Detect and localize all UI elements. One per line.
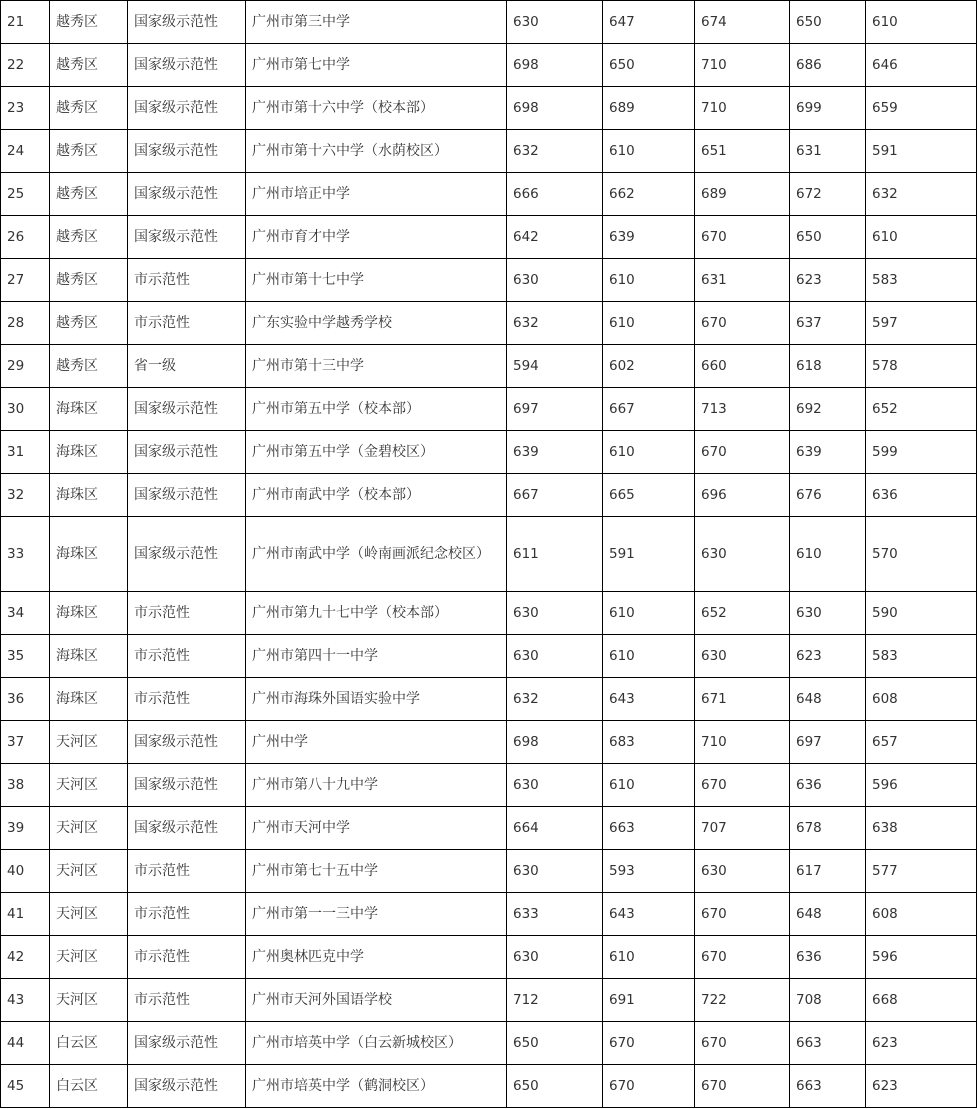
table-row <box>1 678 977 721</box>
score-col-4: 630 <box>790 592 866 635</box>
table-body <box>1 1 977 1108</box>
school-level-cell: 国家级示范性 <box>128 1065 246 1108</box>
score-col-2: 683 <box>603 721 695 764</box>
score-col-4: 663 <box>790 1065 866 1108</box>
score-col-4: 636 <box>790 764 866 807</box>
district-cell: 天河区 <box>50 936 128 979</box>
table-row <box>1 130 977 173</box>
score-col-3: 670 <box>695 1022 790 1065</box>
score-col-3: 671 <box>695 678 790 721</box>
row-number: 32 <box>1 474 50 517</box>
score-col-3: 670 <box>695 431 790 474</box>
score-col-2: 689 <box>603 87 695 130</box>
score-col-5: 596 <box>866 764 977 807</box>
school-name-cell: 广州市第四十一中学 <box>246 635 507 678</box>
score-col-5: 610 <box>866 1 977 44</box>
score-col-3: 670 <box>695 216 790 259</box>
score-col-1: 630 <box>507 764 603 807</box>
score-col-1: 630 <box>507 635 603 678</box>
score-col-2: 602 <box>603 345 695 388</box>
score-col-5: 570 <box>866 517 977 592</box>
score-col-1: 594 <box>507 345 603 388</box>
score-col-4: 663 <box>790 1022 866 1065</box>
score-col-2: 639 <box>603 216 695 259</box>
score-col-4: 676 <box>790 474 866 517</box>
school-name-cell: 广州市第十六中学（水荫校区） <box>246 130 507 173</box>
score-col-4: 618 <box>790 345 866 388</box>
score-col-1: 698 <box>507 87 603 130</box>
row-number: 34 <box>1 592 50 635</box>
school-name-cell: 广州市培英中学（鹤洞校区） <box>246 1065 507 1108</box>
district-cell: 海珠区 <box>50 678 128 721</box>
score-col-2: 643 <box>603 678 695 721</box>
school-level-cell: 国家级示范性 <box>128 130 246 173</box>
table-row <box>1 517 977 592</box>
score-col-5: 623 <box>866 1022 977 1065</box>
school-level-cell: 市示范性 <box>128 893 246 936</box>
school-name-cell: 广东实验中学越秀学校 <box>246 302 507 345</box>
score-col-2: 643 <box>603 893 695 936</box>
score-col-1: 650 <box>507 1065 603 1108</box>
school-level-cell: 国家级示范性 <box>128 1022 246 1065</box>
score-col-5: 596 <box>866 936 977 979</box>
score-col-4: 623 <box>790 259 866 302</box>
table-row <box>1 302 977 345</box>
score-col-4: 631 <box>790 130 866 173</box>
score-col-2: 610 <box>603 302 695 345</box>
row-number: 23 <box>1 87 50 130</box>
table-row <box>1 635 977 678</box>
score-col-3: 631 <box>695 259 790 302</box>
score-col-1: 642 <box>507 216 603 259</box>
score-col-4: 697 <box>790 721 866 764</box>
score-col-4: 636 <box>790 936 866 979</box>
score-col-4: 639 <box>790 431 866 474</box>
score-col-5: 610 <box>866 216 977 259</box>
score-col-2: 667 <box>603 388 695 431</box>
score-col-1: 630 <box>507 1 603 44</box>
row-number: 22 <box>1 44 50 87</box>
row-number: 44 <box>1 1022 50 1065</box>
school-name-cell: 广州市南武中学（岭南画派纪念校区） <box>246 517 507 592</box>
district-cell: 天河区 <box>50 721 128 764</box>
score-col-2: 610 <box>603 764 695 807</box>
table-row <box>1 173 977 216</box>
school-name-cell: 广州市第五中学（校本部） <box>246 388 507 431</box>
score-col-1: 632 <box>507 678 603 721</box>
score-col-1: 712 <box>507 979 603 1022</box>
school-level-cell: 国家级示范性 <box>128 388 246 431</box>
table-row <box>1 893 977 936</box>
score-col-3: 630 <box>695 850 790 893</box>
row-number: 41 <box>1 893 50 936</box>
district-cell: 越秀区 <box>50 345 128 388</box>
school-level-cell: 国家级示范性 <box>128 474 246 517</box>
score-col-5: 590 <box>866 592 977 635</box>
district-cell: 天河区 <box>50 807 128 850</box>
table-row <box>1 764 977 807</box>
score-col-3: 674 <box>695 1 790 44</box>
score-col-3: 696 <box>695 474 790 517</box>
score-col-2: 593 <box>603 850 695 893</box>
score-col-1: 630 <box>507 592 603 635</box>
row-number: 21 <box>1 1 50 44</box>
score-col-2: 670 <box>603 1065 695 1108</box>
school-name-cell: 广州市第七中学 <box>246 44 507 87</box>
score-col-5: 591 <box>866 130 977 173</box>
row-number: 38 <box>1 764 50 807</box>
score-col-5: 577 <box>866 850 977 893</box>
score-col-2: 591 <box>603 517 695 592</box>
school-level-cell: 国家级示范性 <box>128 87 246 130</box>
score-col-5: 652 <box>866 388 977 431</box>
school-name-cell: 广州市培英中学（白云新城校区） <box>246 1022 507 1065</box>
score-col-4: 650 <box>790 216 866 259</box>
score-col-5: 599 <box>866 431 977 474</box>
score-col-3: 670 <box>695 1065 790 1108</box>
table-row <box>1 721 977 764</box>
score-col-3: 707 <box>695 807 790 850</box>
table-row <box>1 592 977 635</box>
table-row <box>1 807 977 850</box>
score-col-3: 722 <box>695 979 790 1022</box>
school-level-cell: 市示范性 <box>128 979 246 1022</box>
school-name-cell: 广州奥林匹克中学 <box>246 936 507 979</box>
school-level-cell: 国家级示范性 <box>128 1 246 44</box>
row-number: 29 <box>1 345 50 388</box>
table-row <box>1 474 977 517</box>
score-col-4: 617 <box>790 850 866 893</box>
score-col-3: 660 <box>695 345 790 388</box>
score-col-3: 713 <box>695 388 790 431</box>
row-number: 26 <box>1 216 50 259</box>
school-name-cell: 广州市南武中学（校本部） <box>246 474 507 517</box>
table-row <box>1 87 977 130</box>
school-name-cell: 广州市第三中学 <box>246 1 507 44</box>
district-cell: 白云区 <box>50 1065 128 1108</box>
score-col-4: 678 <box>790 807 866 850</box>
row-number: 25 <box>1 173 50 216</box>
district-cell: 海珠区 <box>50 517 128 592</box>
score-col-1: 611 <box>507 517 603 592</box>
score-col-1: 632 <box>507 302 603 345</box>
district-cell: 越秀区 <box>50 173 128 216</box>
table-row <box>1 259 977 302</box>
row-number: 27 <box>1 259 50 302</box>
score-col-2: 610 <box>603 592 695 635</box>
score-col-4: 708 <box>790 979 866 1022</box>
row-number: 39 <box>1 807 50 850</box>
score-col-3: 689 <box>695 173 790 216</box>
score-col-5: 636 <box>866 474 977 517</box>
score-col-1: 630 <box>507 936 603 979</box>
school-level-cell: 市示范性 <box>128 678 246 721</box>
score-col-4: 699 <box>790 87 866 130</box>
score-col-3: 710 <box>695 44 790 87</box>
school-level-cell: 国家级示范性 <box>128 721 246 764</box>
district-cell: 天河区 <box>50 979 128 1022</box>
school-name-cell: 广州市第七十五中学 <box>246 850 507 893</box>
score-col-3: 670 <box>695 302 790 345</box>
district-cell: 海珠区 <box>50 474 128 517</box>
school-name-cell: 广州市第十三中学 <box>246 345 507 388</box>
score-col-2: 691 <box>603 979 695 1022</box>
score-col-3: 652 <box>695 592 790 635</box>
score-col-1: 633 <box>507 893 603 936</box>
school-level-cell: 国家级示范性 <box>128 173 246 216</box>
school-name-cell: 广州中学 <box>246 721 507 764</box>
school-name-cell: 广州市第十七中学 <box>246 259 507 302</box>
row-number: 31 <box>1 431 50 474</box>
school-name-cell: 广州市海珠外国语实验中学 <box>246 678 507 721</box>
row-number: 33 <box>1 517 50 592</box>
school-level-cell: 市示范性 <box>128 850 246 893</box>
school-name-cell: 广州市培正中学 <box>246 173 507 216</box>
score-col-3: 630 <box>695 635 790 678</box>
score-col-2: 662 <box>603 173 695 216</box>
district-cell: 海珠区 <box>50 592 128 635</box>
score-col-2: 670 <box>603 1022 695 1065</box>
school-name-cell: 广州市天河中学 <box>246 807 507 850</box>
district-cell: 海珠区 <box>50 635 128 678</box>
row-number: 24 <box>1 130 50 173</box>
row-number: 28 <box>1 302 50 345</box>
score-col-3: 670 <box>695 893 790 936</box>
school-name-cell: 广州市第九十七中学（校本部） <box>246 592 507 635</box>
row-number: 40 <box>1 850 50 893</box>
school-level-cell: 市示范性 <box>128 936 246 979</box>
score-col-5: 668 <box>866 979 977 1022</box>
district-cell: 越秀区 <box>50 1 128 44</box>
table-row <box>1 1 977 44</box>
score-col-2: 610 <box>603 259 695 302</box>
score-col-2: 610 <box>603 936 695 979</box>
score-col-5: 646 <box>866 44 977 87</box>
table-row <box>1 345 977 388</box>
table-row <box>1 44 977 87</box>
table-row <box>1 431 977 474</box>
score-col-1: 632 <box>507 130 603 173</box>
table-row <box>1 388 977 431</box>
score-col-4: 648 <box>790 893 866 936</box>
table-row <box>1 1022 977 1065</box>
school-level-cell: 市示范性 <box>128 302 246 345</box>
school-level-cell: 市示范性 <box>128 592 246 635</box>
score-col-5: 597 <box>866 302 977 345</box>
school-name-cell: 广州市第五中学（金碧校区） <box>246 431 507 474</box>
score-col-3: 670 <box>695 764 790 807</box>
score-col-4: 648 <box>790 678 866 721</box>
score-col-4: 637 <box>790 302 866 345</box>
score-col-1: 698 <box>507 721 603 764</box>
school-level-cell: 市示范性 <box>128 259 246 302</box>
row-number: 35 <box>1 635 50 678</box>
table-row <box>1 979 977 1022</box>
score-col-1: 664 <box>507 807 603 850</box>
score-col-5: 608 <box>866 678 977 721</box>
score-col-5: 659 <box>866 87 977 130</box>
score-col-1: 666 <box>507 173 603 216</box>
school-name-cell: 广州市第一一三中学 <box>246 893 507 936</box>
score-col-5: 638 <box>866 807 977 850</box>
score-col-3: 630 <box>695 517 790 592</box>
school-level-cell: 国家级示范性 <box>128 517 246 592</box>
district-cell: 海珠区 <box>50 431 128 474</box>
row-number: 36 <box>1 678 50 721</box>
score-col-1: 630 <box>507 259 603 302</box>
row-number: 42 <box>1 936 50 979</box>
score-col-1: 650 <box>507 1022 603 1065</box>
row-number: 45 <box>1 1065 50 1108</box>
score-col-3: 651 <box>695 130 790 173</box>
score-col-1: 697 <box>507 388 603 431</box>
school-level-cell: 国家级示范性 <box>128 431 246 474</box>
table-row <box>1 1065 977 1108</box>
score-col-3: 710 <box>695 721 790 764</box>
score-col-2: 650 <box>603 44 695 87</box>
score-col-5: 632 <box>866 173 977 216</box>
district-cell: 越秀区 <box>50 302 128 345</box>
score-col-2: 663 <box>603 807 695 850</box>
school-level-cell: 市示范性 <box>128 635 246 678</box>
score-col-5: 608 <box>866 893 977 936</box>
score-col-4: 610 <box>790 517 866 592</box>
school-level-cell: 国家级示范性 <box>128 807 246 850</box>
score-col-1: 630 <box>507 850 603 893</box>
row-number: 30 <box>1 388 50 431</box>
score-col-4: 650 <box>790 1 866 44</box>
district-cell: 天河区 <box>50 764 128 807</box>
score-col-1: 667 <box>507 474 603 517</box>
score-col-3: 710 <box>695 87 790 130</box>
school-level-cell: 省一级 <box>128 345 246 388</box>
score-col-4: 672 <box>790 173 866 216</box>
school-name-cell: 广州市第十六中学（校本部） <box>246 87 507 130</box>
table-row <box>1 850 977 893</box>
score-col-2: 665 <box>603 474 695 517</box>
table-row <box>1 936 977 979</box>
score-col-5: 578 <box>866 345 977 388</box>
school-level-cell: 国家级示范性 <box>128 44 246 87</box>
district-cell: 越秀区 <box>50 44 128 87</box>
row-number: 43 <box>1 979 50 1022</box>
score-col-4: 623 <box>790 635 866 678</box>
school-level-cell: 国家级示范性 <box>128 216 246 259</box>
row-number: 37 <box>1 721 50 764</box>
score-col-2: 610 <box>603 635 695 678</box>
district-cell: 白云区 <box>50 1022 128 1065</box>
score-col-4: 692 <box>790 388 866 431</box>
district-cell: 海珠区 <box>50 388 128 431</box>
table-row <box>1 216 977 259</box>
score-col-2: 610 <box>603 431 695 474</box>
score-col-4: 686 <box>790 44 866 87</box>
district-cell: 越秀区 <box>50 259 128 302</box>
school-name-cell: 广州市育才中学 <box>246 216 507 259</box>
school-name-cell: 广州市第八十九中学 <box>246 764 507 807</box>
district-cell: 越秀区 <box>50 130 128 173</box>
score-col-2: 647 <box>603 1 695 44</box>
score-col-1: 639 <box>507 431 603 474</box>
district-cell: 越秀区 <box>50 216 128 259</box>
score-col-5: 583 <box>866 635 977 678</box>
score-col-5: 583 <box>866 259 977 302</box>
district-cell: 天河区 <box>50 850 128 893</box>
district-cell: 天河区 <box>50 893 128 936</box>
score-col-2: 610 <box>603 130 695 173</box>
score-col-1: 698 <box>507 44 603 87</box>
score-col-5: 657 <box>866 721 977 764</box>
score-col-5: 623 <box>866 1065 977 1108</box>
school-name-cell: 广州市天河外国语学校 <box>246 979 507 1022</box>
school-level-cell: 国家级示范性 <box>128 764 246 807</box>
district-cell: 越秀区 <box>50 87 128 130</box>
score-col-3: 670 <box>695 936 790 979</box>
